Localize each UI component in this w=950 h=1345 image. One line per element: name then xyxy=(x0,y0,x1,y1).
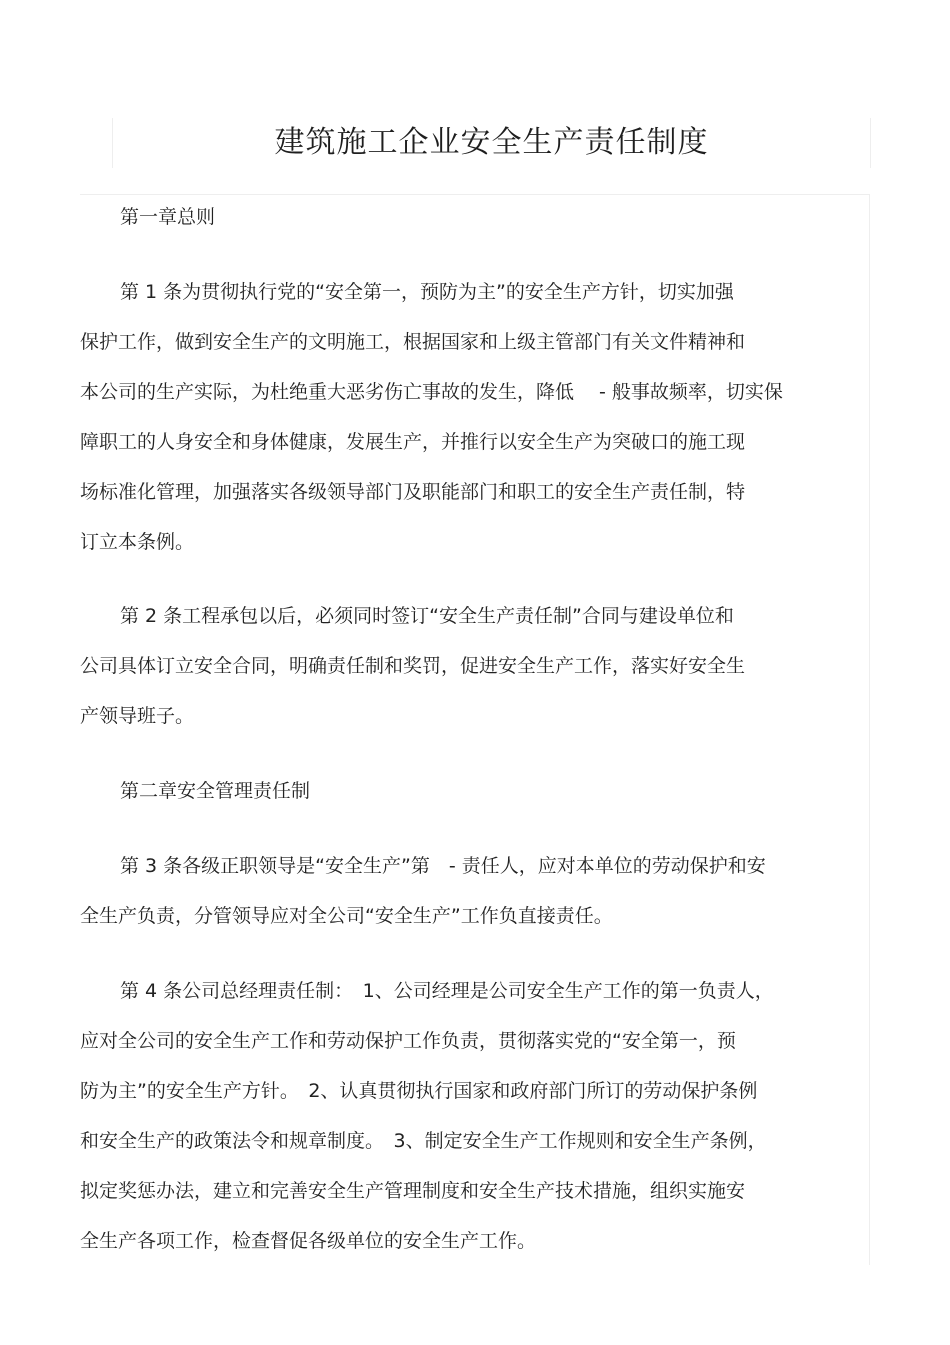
text-line: 本公司的生产实际，为杜绝重大恶劣伤亡事故的发生，降低 - 般事故频率，切实保 xyxy=(80,381,783,403)
text-line: 全生产负责，分管领导应对全公司“安全生产”工作负直接责任。 xyxy=(80,905,613,927)
text-line: 第 1 条为贯彻执行党的“安全第一，预防为主”的安全生产方针，切实加强 xyxy=(120,281,734,303)
chapter-heading: 第一章总则 xyxy=(120,206,216,228)
text-line: 第 3 条各级正职领导是“安全生产”第 - 责任人，应对本单位的劳动保护和安 xyxy=(120,855,766,877)
text-line: 公司具体订立安全合同，明确责任制和奖罚，促进安全生产工作，落实好安全生 xyxy=(80,655,746,677)
text-line: 应对全公司的安全生产工作和劳动保护工作负责，贯彻落实党的“安全第一，预 xyxy=(80,1030,736,1052)
text-line: 全生产各项工作，检查督促各级单位的安全生产工作。 xyxy=(80,1230,537,1252)
text-line: 防为主”的安全生产方针。 2、认真贯彻执行国家和政府部门所订的劳动保护条例 xyxy=(80,1080,758,1102)
title-box xyxy=(112,118,871,168)
text-line: 第 2 条工程承包以后，必须同时签订“安全生产责任制”合同与建设单位和 xyxy=(120,605,734,627)
text-line: 场标准化管理，加强落实各级领导部门及职能部门和职工的安全生产责任制，特 xyxy=(80,481,746,503)
text-line: 和安全生产的政策法令和规章制度。 3、制定安全生产工作规则和安全生产条例， xyxy=(80,1130,767,1152)
text-line: 第 4 条公司总经理责任制： 1、公司经理是公司安全生产工作的第一负责人， xyxy=(120,980,774,1002)
text-line: 拟定奖惩办法，建立和完善安全生产管理制度和安全生产技术措施，组织实施安 xyxy=(80,1180,746,1202)
document-title: 建筑施工企业安全生产责任制度 xyxy=(274,125,709,160)
text-line: 保护工作，做到安全生产的文明施工，根据国家和上级主管部门有关文件精神和 xyxy=(80,331,746,353)
text-line: 产领导班子。 xyxy=(80,705,195,727)
text-line: 障职工的人身安全和身体健康，发展生产，并推行以安全生产为突破口的施工现 xyxy=(80,431,746,453)
text-line: 订立本条例。 xyxy=(80,531,195,553)
chapter-heading: 第二章安全管理责任制 xyxy=(120,780,311,802)
